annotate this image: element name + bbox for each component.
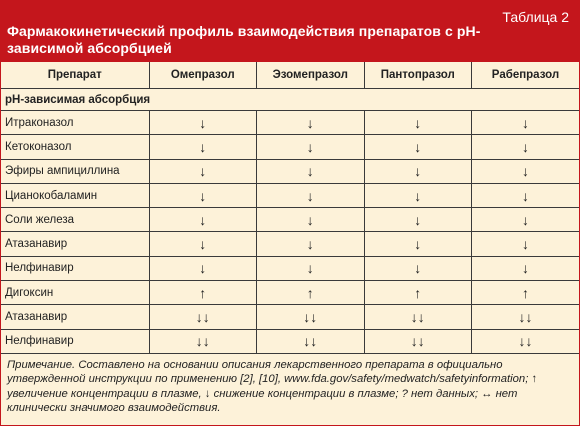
effect-cell-esomeprazole: ↓	[257, 208, 365, 232]
drug-name-cell: Нелфинавир	[1, 329, 149, 353]
effect-cell-omeprazole: ↓	[149, 135, 257, 159]
effect-cell-esomeprazole: ↓	[257, 232, 365, 256]
column-header-esomeprazole: Эзомепразол	[257, 62, 365, 89]
effect-cell-pantoprazole: ↓	[364, 111, 472, 135]
table-row	[1, 208, 579, 232]
section-label: рН-зависимая абсорбция	[1, 89, 579, 111]
drug-name-cell: Итраконазол	[1, 111, 149, 135]
effect-cell-esomeprazole: ↓	[257, 111, 365, 135]
table-number: Таблица 2	[502, 9, 569, 25]
table-note: Примечание. Составлено на основании описания лекарственного препарата в официально утвержденной инструкции по применению [2], [10], www.fda.gov/safety/medwatch/safetyinformation; ↑ увеличение концентрации в плазме, ↓ снижение концентрации в плазме; ? нет данных; ↔ нет клинически значимого взаимодействия.	[7, 358, 538, 415]
interaction-table	[1, 62, 579, 354]
effect-cell-esomeprazole: ↓	[257, 183, 365, 207]
drug-name-cell: Цианокобаламин	[1, 183, 149, 207]
effect-cell-pantoprazole: ↓	[364, 135, 472, 159]
effect-cell-rabeprazole: ↓	[472, 232, 580, 256]
effect-cell-esomeprazole: ↓↓	[257, 305, 365, 329]
effect-cell-omeprazole: ↓↓	[149, 305, 257, 329]
effect-cell-rabeprazole: ↓	[472, 135, 580, 159]
table-row	[1, 232, 579, 256]
table-title: Фармакокинетический профиль взаимодействия препаратов с рН-зависимой абсорбцией	[7, 23, 481, 56]
drug-name-cell: Кетоконазол	[1, 135, 149, 159]
effect-cell-omeprazole: ↓	[149, 111, 257, 135]
effect-cell-omeprazole: ↑	[149, 281, 257, 305]
effect-cell-esomeprazole: ↓	[257, 135, 365, 159]
drug-name-cell: Соли железа	[1, 208, 149, 232]
table-row	[1, 111, 579, 135]
effect-cell-omeprazole: ↓	[149, 159, 257, 183]
effect-cell-pantoprazole: ↓	[364, 183, 472, 207]
column-header-rabeprazole: Рабепразол	[472, 62, 580, 89]
effect-cell-rabeprazole: ↓↓	[472, 329, 580, 353]
drug-name-cell: Атазанавир	[1, 305, 149, 329]
effect-cell-omeprazole: ↓	[149, 208, 257, 232]
effect-cell-omeprazole: ↓↓	[149, 329, 257, 353]
effect-cell-rabeprazole: ↓	[472, 183, 580, 207]
effect-cell-omeprazole: ↓	[149, 183, 257, 207]
effect-cell-omeprazole: ↓	[149, 232, 257, 256]
table-row	[1, 256, 579, 280]
column-header-omeprazole: Омепразол	[149, 62, 257, 89]
section-row	[1, 89, 579, 111]
effect-cell-pantoprazole: ↓	[364, 232, 472, 256]
effect-cell-esomeprazole: ↓	[257, 256, 365, 280]
effect-cell-rabeprazole: ↓	[472, 256, 580, 280]
effect-cell-esomeprazole: ↓	[257, 159, 365, 183]
effect-cell-esomeprazole: ↑	[257, 281, 365, 305]
effect-cell-rabeprazole: ↓	[472, 159, 580, 183]
effect-cell-pantoprazole: ↓↓	[364, 329, 472, 353]
drug-name-cell: Атазанавир	[1, 232, 149, 256]
effect-cell-pantoprazole: ↑	[364, 281, 472, 305]
effect-cell-pantoprazole: ↓↓	[364, 305, 472, 329]
column-header-drug: Препарат	[1, 62, 149, 89]
effect-cell-rabeprazole: ↓	[472, 208, 580, 232]
effect-cell-pantoprazole: ↓	[364, 256, 472, 280]
effect-cell-rabeprazole: ↓↓	[472, 305, 580, 329]
table-row	[1, 329, 579, 353]
table-row	[1, 183, 579, 207]
table-row	[1, 159, 579, 183]
effect-cell-esomeprazole: ↓↓	[257, 329, 365, 353]
table-header	[1, 1, 579, 62]
table-row	[1, 305, 579, 329]
drug-name-cell: Эфиры ампициллина	[1, 159, 149, 183]
effect-cell-omeprazole: ↓	[149, 256, 257, 280]
effect-cell-rabeprazole: ↓	[472, 111, 580, 135]
effect-cell-pantoprazole: ↓	[364, 208, 472, 232]
effect-cell-rabeprazole: ↑	[472, 281, 580, 305]
drug-name-cell: Нелфинавир	[1, 256, 149, 280]
column-header-pantoprazole: Пантопразол	[364, 62, 472, 89]
header-row	[1, 62, 579, 89]
effect-cell-pantoprazole: ↓	[364, 159, 472, 183]
table-row	[1, 135, 579, 159]
table-row	[1, 281, 579, 305]
drug-name-cell: Дигоксин	[1, 281, 149, 305]
